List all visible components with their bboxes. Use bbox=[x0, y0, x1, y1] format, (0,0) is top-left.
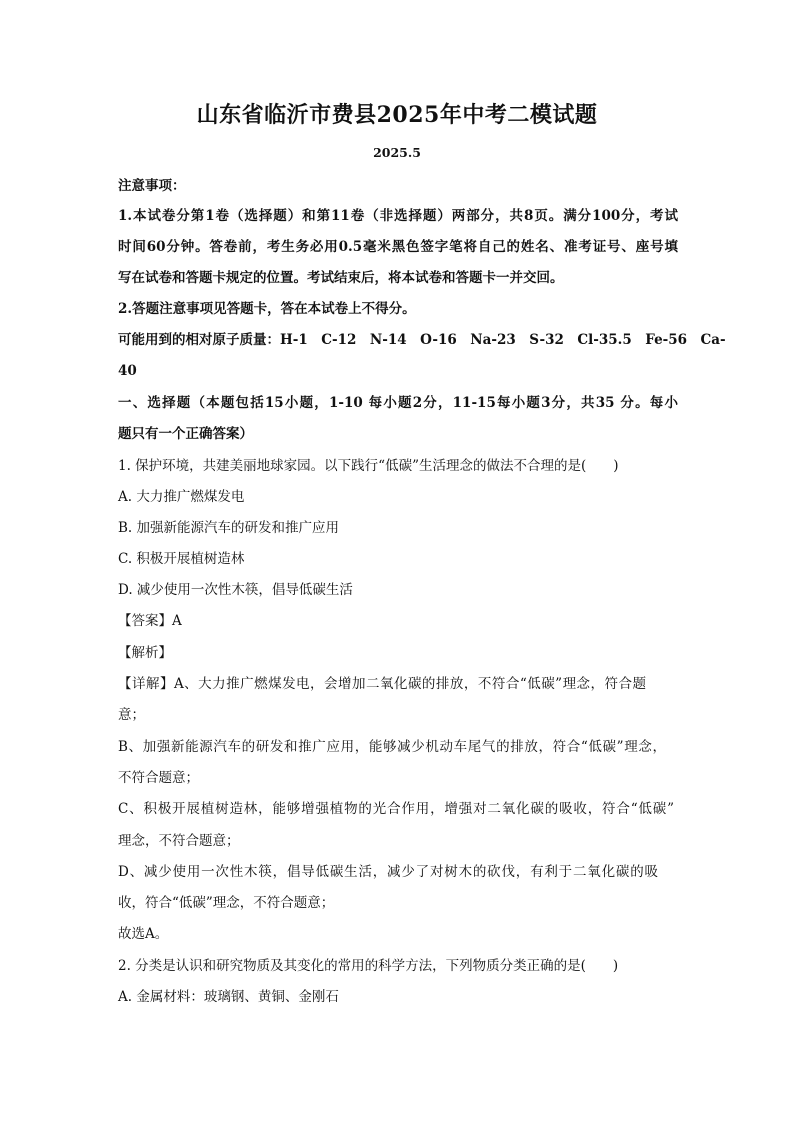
question-2-option-a: A. 金属材料：玻璃钢、黄铜、金刚石 bbox=[118, 989, 339, 1005]
question-1-option-b-explanation-line-1: B、加强新能源汽车的研发和推广应用，能够减少机动车尾气的排放，符合“低碳”理念， bbox=[118, 739, 666, 755]
section-1-heading-line-2: 题只有一个正确答案） bbox=[118, 426, 253, 442]
question-1-option-b-explanation-line-2: 不符合题意； bbox=[118, 770, 199, 786]
section-1-heading-line-1: 一、选择题（本题包括15小题，1-10 每小题2分，11-15每小题3分，共35 分。每小 bbox=[118, 395, 678, 411]
notice-1-line-2: 时间60分钟。答卷前，考生务必用0.5毫米黑色签字笔将自己的姓名、准考证号、座号填 bbox=[118, 239, 678, 255]
question-1-option-c: C. 积极开展植树造林 bbox=[118, 551, 245, 567]
question-1-option-c-explanation-line-1: C、积极开展植树造林，能够增强植物的光合作用，增强对二氧化碳的吸收，符合“低碳” bbox=[118, 801, 674, 817]
notice-1-line-1: 1.本试卷分第1卷（选择题）和第11卷（非选择题）两部分，共8页。满分100分，考试 bbox=[118, 208, 678, 224]
question-1-stem: 1. 保护环境，共建美丽地球家园。以下践行“低碳”生活理念的做法不合理的是( ) bbox=[118, 458, 619, 474]
question-1-option-d: D. 减少使用一次性木筷，倡导低碳生活 bbox=[118, 582, 353, 598]
question-1-conclusion: 故选A。 bbox=[118, 926, 169, 942]
question-1-option-c-explanation-line-2: 理念，不符合题意； bbox=[118, 833, 240, 849]
question-1-detail-line-2: 意； bbox=[118, 707, 145, 723]
notice-2: 2.答题注意事项见答题卡，答在本试卷上不得分。 bbox=[118, 301, 416, 317]
question-1-analysis-label: 【解析】 bbox=[118, 645, 172, 661]
question-1-answer: 【答案】A bbox=[118, 613, 182, 629]
atomic-mass-line-1: 可能用到的相对原子质量：H-1 C-12 N-14 O-16 Na-23 S-32 Cl-35.5 Fe-56 Ca- bbox=[118, 332, 726, 348]
question-1-detail-line-1: 【详解】A、大力推广燃煤发电，会增加二氧化碳的排放，不符合“低碳”理念，符合题 bbox=[118, 676, 646, 692]
question-1-option-b: B. 加强新能源汽车的研发和推广应用 bbox=[118, 520, 340, 536]
notice-1-line-3: 写在试卷和答题卡规定的位置。考试结束后，将本试卷和答题卡一并交回。 bbox=[118, 270, 564, 286]
question-1-option-d-explanation-line-2: 收，符合“低碳”理念，不符合题意； bbox=[118, 895, 335, 911]
question-1-option-a: A. 大力推广燃煤发电 bbox=[118, 489, 245, 505]
atomic-mass-line-2: 40 bbox=[118, 363, 137, 379]
question-1-option-d-explanation-line-1: D、减少使用一次性木筷，倡导低碳生活，减少了对树木的砍伐，有利于二氧化碳的吸 bbox=[118, 864, 658, 880]
question-2-stem: 2. 分类是认识和研究物质及其变化的常用的科学方法，下列物质分类正确的是( ) bbox=[118, 958, 619, 974]
exam-date: 2025.5 bbox=[373, 145, 421, 160]
notice-heading: 注意事项： bbox=[118, 178, 186, 194]
page-title: 山东省临沂市费县2025年中考二模试题 bbox=[196, 102, 598, 128]
